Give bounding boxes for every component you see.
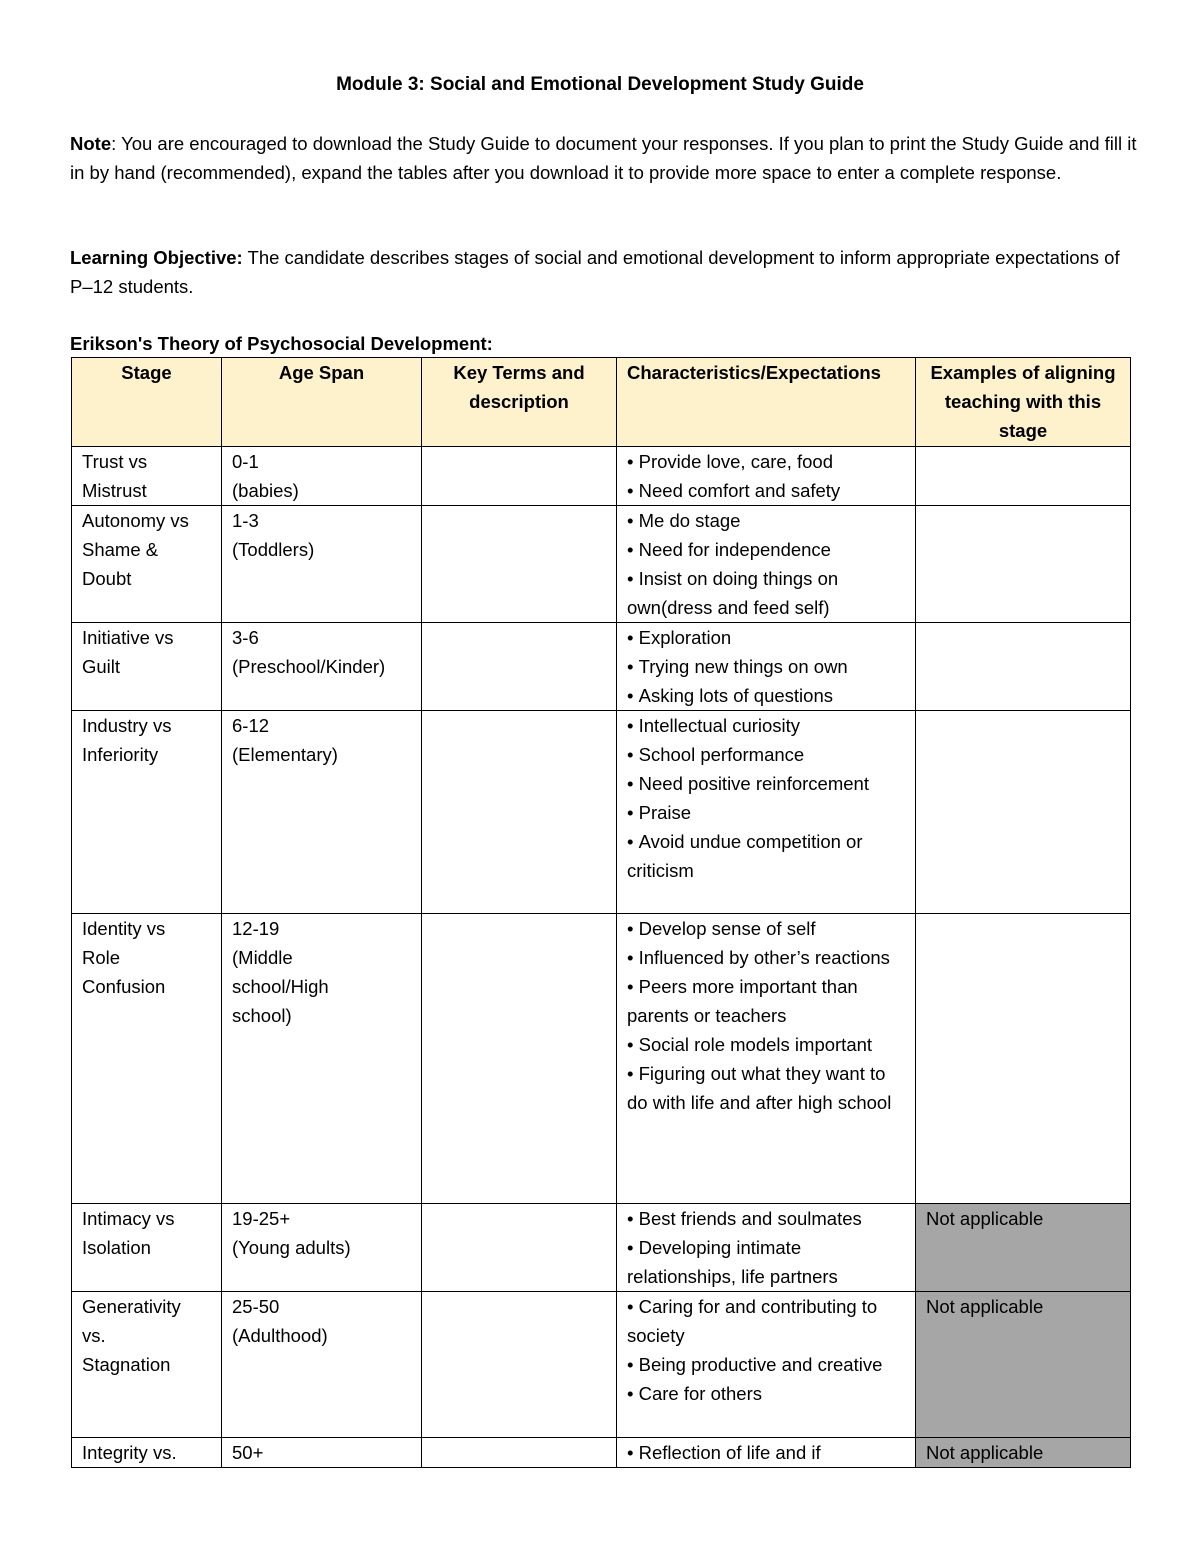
stage-cell-line: Shame &	[82, 539, 159, 560]
age-span-cell	[222, 711, 422, 914]
characteristics-cell	[617, 1204, 916, 1292]
stage-cell	[72, 1438, 222, 1468]
characteristic-item: • Trying new things on own	[627, 652, 905, 681]
age-span-cell	[222, 914, 422, 1204]
page-title: Module 3: Social and Emotional Development Study Guide	[336, 74, 864, 95]
age-span-cell-line: 25-50	[232, 1296, 280, 1317]
characteristic-item: • Intellectual curiosity	[627, 711, 905, 740]
age-span-cell-line: (Elementary)	[232, 744, 338, 765]
characteristics-cell	[617, 506, 916, 623]
age-span-cell	[222, 506, 422, 623]
age-span-cell-line: school)	[232, 1005, 292, 1026]
table-row	[72, 1292, 1131, 1438]
stage-cell-line: vs.	[82, 1325, 106, 1346]
characteristic-item: • Need for independence	[627, 535, 905, 564]
characteristics-cell	[617, 914, 916, 1204]
characteristic-item: • Reflection of life and if	[627, 1438, 905, 1467]
age-span-cell-line: 3-6	[232, 627, 259, 648]
characteristics-cell	[617, 623, 916, 711]
stage-cell-line: Confusion	[82, 976, 166, 997]
age-span-cell-line: school/High	[232, 976, 329, 997]
stage-cell-line: Inferiority	[82, 744, 159, 765]
age-span-cell-line: (Middle	[232, 947, 293, 968]
age-span-cell	[222, 1292, 422, 1438]
characteristic-item: • Developing intimate relationships, life partners	[627, 1233, 905, 1291]
age-span-cell-line: (Adulthood)	[232, 1325, 328, 1346]
table-row	[72, 623, 1131, 711]
stage-cell	[72, 914, 222, 1204]
characteristics-cell	[617, 1292, 916, 1438]
note-label: Note	[70, 133, 112, 154]
stage-cell-line: Mistrust	[82, 480, 147, 501]
characteristic-item: • School performance	[627, 740, 905, 769]
characteristic-item: • Peers more important than parents or teachers	[627, 972, 905, 1030]
learning-objective-paragraph	[70, 243, 1140, 301]
key-terms-cell[interactable]	[422, 1292, 617, 1438]
stage-cell	[72, 1292, 222, 1438]
characteristic-item: • Social role models important	[627, 1030, 905, 1059]
stage-cell	[72, 711, 222, 914]
age-span-cell	[222, 447, 422, 506]
table-body	[72, 447, 1131, 1468]
age-span-cell	[222, 623, 422, 711]
stage-cell	[72, 506, 222, 623]
table-heading: Erikson's Theory of Psychosocial Development:	[70, 333, 493, 354]
characteristic-item: • Caring for and contributing to society	[627, 1292, 905, 1350]
header-key-terms: Key Terms and description	[422, 358, 617, 447]
key-terms-cell[interactable]	[422, 447, 617, 506]
key-terms-cell[interactable]	[422, 1204, 617, 1292]
age-span-cell-line: 1-3	[232, 510, 259, 531]
header-characteristics: Characteristics/Expectations	[617, 358, 916, 447]
characteristic-item: • Figuring out what they want to do with life and after high school	[627, 1059, 905, 1117]
examples-cell[interactable]	[916, 623, 1131, 711]
stage-cell-line: Guilt	[82, 656, 121, 677]
note-text: You are encouraged to download the Study Guide to document your responses. If you plan to print the Study Guide and fill it in by hand (recommended), expand the tables after you download it to provide more space to enter a complete response.	[70, 133, 1137, 183]
characteristic-item: • Exploration	[627, 623, 905, 652]
age-span-cell	[222, 1204, 422, 1292]
stage-cell-line: Initiative vs	[82, 627, 174, 648]
stage-cell-line: Trust vs	[82, 451, 148, 472]
age-span-cell-line: 50+	[232, 1442, 264, 1463]
age-span-cell-line: (babies)	[232, 480, 299, 501]
characteristic-item: • Praise	[627, 798, 905, 827]
table-row	[72, 1438, 1131, 1468]
stage-cell	[72, 1204, 222, 1292]
table-row	[72, 711, 1131, 914]
key-terms-cell[interactable]	[422, 711, 617, 914]
stage-cell-line: Isolation	[82, 1237, 151, 1258]
age-span-cell-line: (Toddlers)	[232, 539, 315, 560]
stage-cell-line: Generativity	[82, 1296, 181, 1317]
table-header-row	[72, 358, 1131, 447]
stage-cell-line: Identity vs	[82, 918, 166, 939]
age-span-cell-line: 0-1	[232, 451, 259, 472]
table-row	[72, 1204, 1131, 1292]
stage-cell	[72, 623, 222, 711]
learning-objective-label: Learning Objective:	[70, 247, 243, 268]
examples-cell[interactable]	[916, 914, 1131, 1204]
stage-cell	[72, 447, 222, 506]
characteristic-item: • Develop sense of self	[627, 914, 905, 943]
characteristics-cell	[617, 711, 916, 914]
age-span-cell-line: (Young adults)	[232, 1237, 351, 1258]
stage-cell-line: Doubt	[82, 568, 132, 589]
stage-cell-line: Role	[82, 947, 121, 968]
characteristic-item: • Need positive reinforcement	[627, 769, 905, 798]
note-colon: :	[111, 133, 117, 154]
age-span-cell-line: (Preschool/Kinder)	[232, 656, 386, 677]
characteristic-item: • Insist on doing things on own(dress and feed self)	[627, 564, 905, 622]
examples-cell: Not applicable	[916, 1204, 1131, 1292]
key-terms-cell[interactable]	[422, 623, 617, 711]
stage-cell-line: Industry vs	[82, 715, 172, 736]
age-span-cell-line: 6-12	[232, 715, 270, 736]
characteristics-cell	[617, 1438, 916, 1468]
examples-cell[interactable]	[916, 711, 1131, 914]
characteristic-item: • Being productive and creative	[627, 1350, 905, 1379]
characteristic-item: • Asking lots of questions	[627, 681, 905, 710]
examples-cell: Not applicable	[916, 1292, 1131, 1438]
key-terms-cell[interactable]	[422, 1438, 617, 1468]
characteristic-item: • Care for others	[627, 1379, 905, 1408]
stage-cell-line: Autonomy vs	[82, 510, 189, 531]
table-row	[72, 506, 1131, 623]
examples-cell[interactable]	[916, 447, 1131, 506]
table-row	[72, 914, 1131, 1204]
examples-cell[interactable]	[916, 506, 1131, 623]
characteristic-item: • Need comfort and safety	[627, 476, 905, 505]
header-stage: Stage	[72, 358, 222, 447]
key-terms-cell[interactable]	[422, 506, 617, 623]
characteristics-cell	[617, 447, 916, 506]
examples-cell: Not applicable	[916, 1438, 1131, 1468]
stage-cell-line: Intimacy vs	[82, 1208, 175, 1229]
characteristic-item: • Best friends and soulmates	[627, 1204, 905, 1233]
header-examples: Examples of aligning teaching with this stage	[916, 358, 1131, 447]
header-age-span: Age Span	[222, 358, 422, 447]
characteristic-item: • Me do stage	[627, 506, 905, 535]
characteristic-item: • Avoid undue competition or criticism	[627, 827, 905, 885]
stage-cell-line: Stagnation	[82, 1354, 171, 1375]
note-paragraph	[70, 129, 1140, 187]
learning-objective-text: The candidate describes stages of social and emotional development to inform appropriate expectations of P–12 students.	[70, 247, 1120, 297]
characteristic-item: • Influenced by other’s reactions	[627, 943, 905, 972]
age-span-cell	[222, 1438, 422, 1468]
key-terms-cell[interactable]	[422, 914, 617, 1204]
erikson-stages-table	[71, 357, 1131, 1468]
age-span-cell-line: 12-19	[232, 918, 280, 939]
characteristic-item: • Provide love, care, food	[627, 447, 905, 476]
age-span-cell-line: 19-25+	[232, 1208, 291, 1229]
stage-cell-line: Integrity vs.	[82, 1442, 177, 1463]
table-row	[72, 447, 1131, 506]
